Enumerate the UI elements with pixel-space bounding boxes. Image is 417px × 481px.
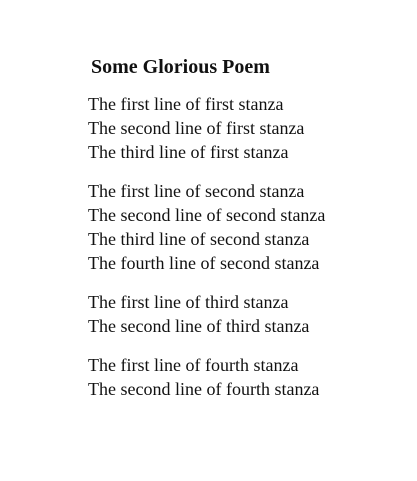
poem-line: The first line of first stanza	[88, 94, 284, 114]
poem-line: The first line of third stanza	[88, 292, 289, 312]
stanza-1	[88, 92, 408, 164]
poem-line: The second line of second stanza	[88, 205, 326, 225]
stanza-2	[88, 179, 408, 275]
stanza-4	[88, 353, 408, 401]
poem-title: Some Glorious Poem	[91, 56, 270, 78]
poem-body	[88, 92, 408, 416]
stanza-3	[88, 290, 408, 338]
poem-line: The third line of first stanza	[88, 142, 289, 162]
poem-line: The first line of second stanza	[88, 181, 305, 201]
poem-line: The third line of second stanza	[88, 229, 310, 249]
poem-line: The second line of first stanza	[88, 118, 305, 138]
poem-line: The first line of fourth stanza	[88, 355, 299, 375]
poem-line: The fourth line of second stanza	[88, 253, 320, 273]
poem-line: The second line of third stanza	[88, 316, 310, 336]
poem-line: The second line of fourth stanza	[88, 379, 320, 399]
